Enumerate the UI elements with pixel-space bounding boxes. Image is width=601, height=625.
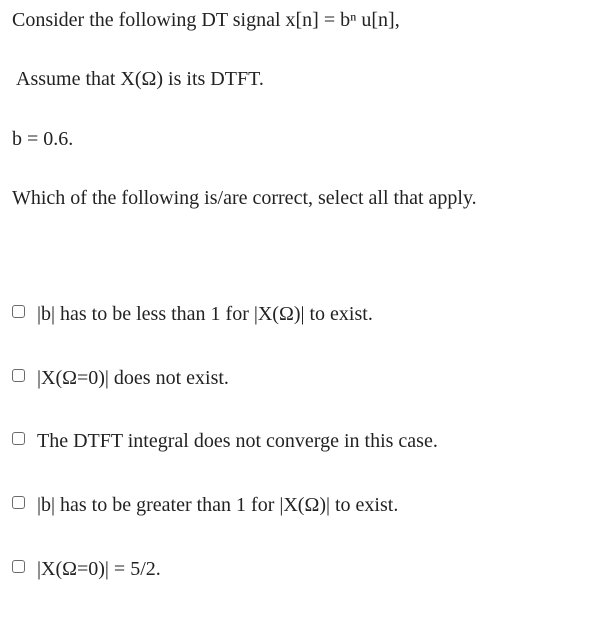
checkbox-option-2[interactable] bbox=[12, 369, 25, 382]
option-2-label: |X(Ω=0)| does not exist. bbox=[37, 367, 229, 389]
question-line-dtft: Assume that X(Ω) is its DTFT. bbox=[16, 68, 264, 90]
option-1-label: |b| has to be less than 1 for |X(Ω)| to exist. bbox=[37, 303, 373, 325]
answer-option-3[interactable] bbox=[12, 428, 438, 454]
answer-option-2[interactable] bbox=[12, 365, 229, 391]
checkbox-option-3[interactable] bbox=[12, 432, 25, 445]
checkbox-option-1[interactable] bbox=[12, 305, 25, 318]
answer-option-4[interactable] bbox=[12, 492, 398, 518]
option-4-label: |b| has to be greater than 1 for |X(Ω)| to exist. bbox=[37, 494, 399, 516]
checkbox-option-5[interactable] bbox=[12, 560, 25, 573]
question-line-b-value: b = 0.6. bbox=[12, 128, 74, 150]
question-line-instruction: Which of the following is/are correct, select all that apply. bbox=[12, 187, 477, 209]
question-line-signal: Consider the following DT signal x[n] = bⁿ u[n], bbox=[12, 9, 400, 31]
option-5-label: |X(Ω=0)| = 5/2. bbox=[37, 558, 161, 580]
answer-option-1[interactable] bbox=[12, 301, 373, 327]
option-3-label: The DTFT integral does not converge in this case. bbox=[37, 430, 438, 452]
answer-option-5[interactable] bbox=[12, 556, 161, 582]
checkbox-option-4[interactable] bbox=[12, 496, 25, 509]
